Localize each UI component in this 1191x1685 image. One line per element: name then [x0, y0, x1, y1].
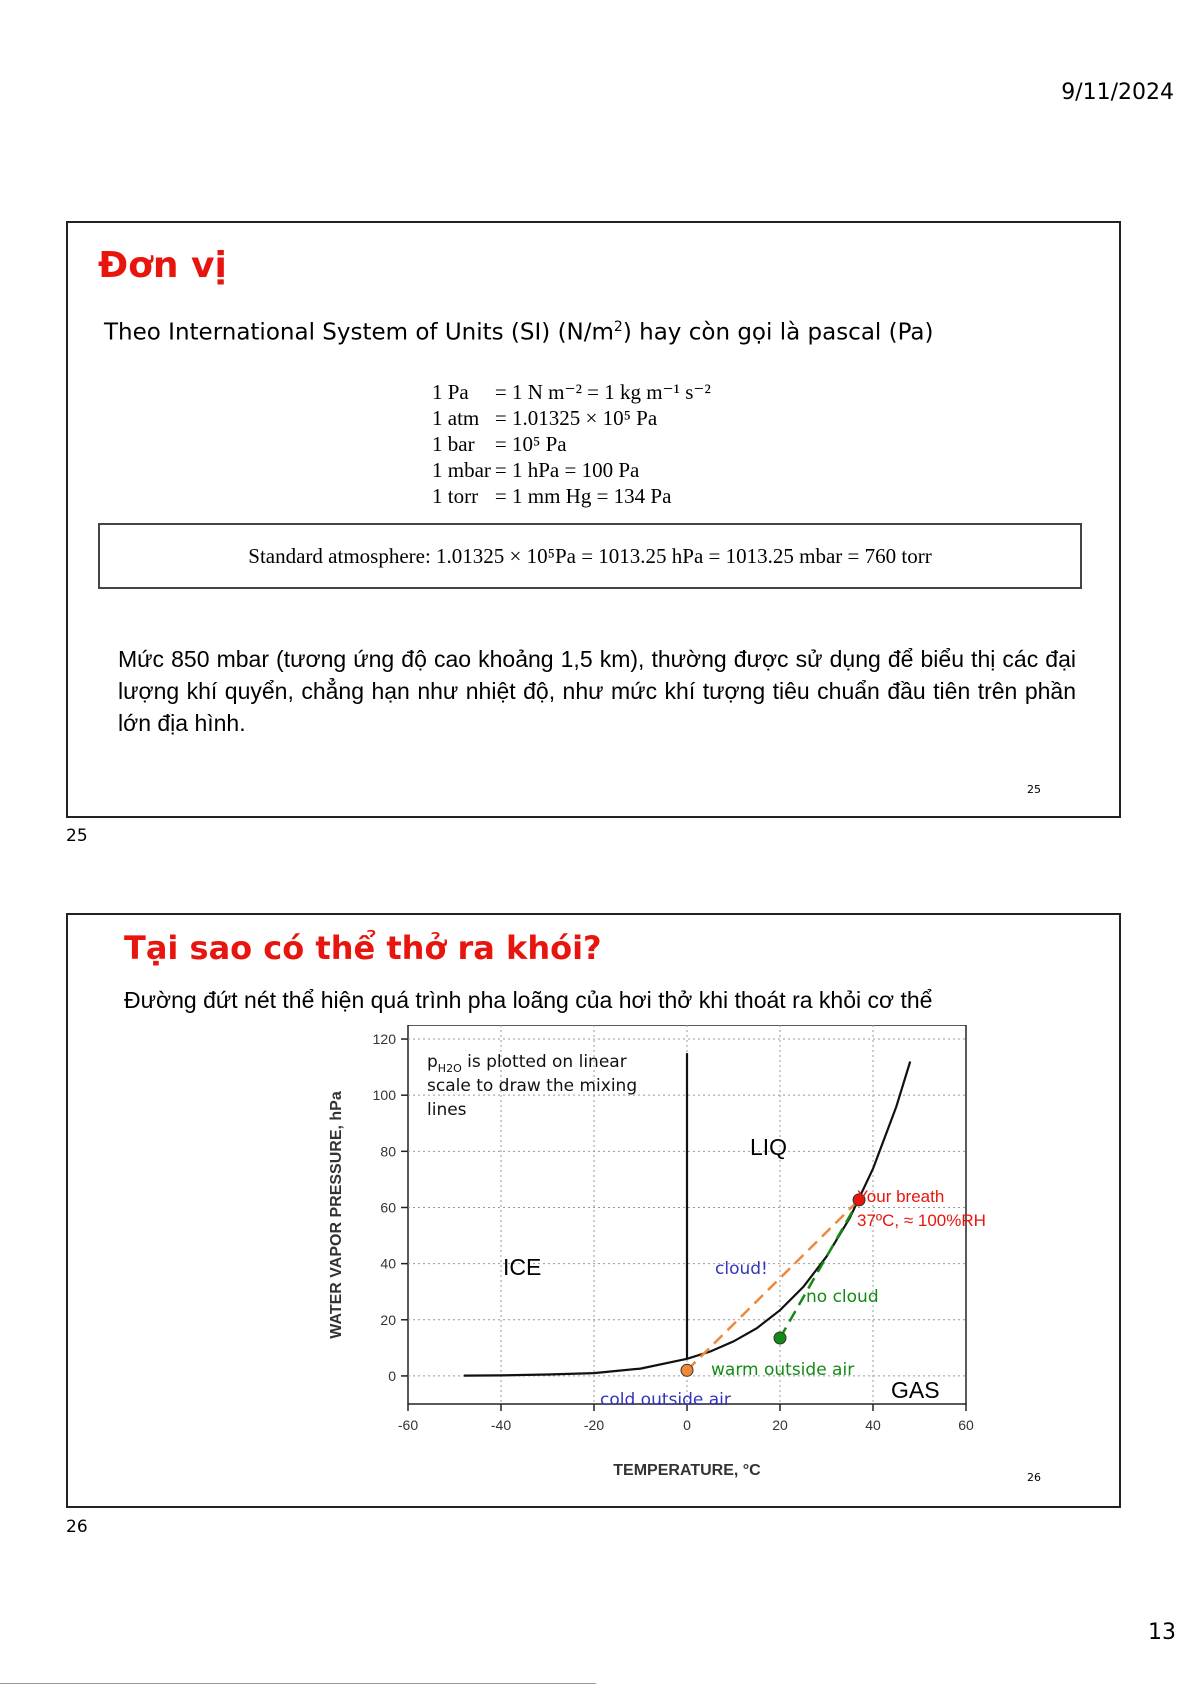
header-date: 9/11/2024	[1061, 80, 1174, 105]
x-tick-label: 0	[683, 1417, 691, 1433]
y-axis-label: WATER VAPOR PRESSURE, hPa	[328, 1091, 345, 1339]
slide-lead: Theo International System of Units (SI) $(N/m^2)$ hay còn gọi là pascal (Pa)	[104, 319, 934, 346]
x-tick-label: 60	[958, 1417, 974, 1433]
slide-number: 26	[1027, 1471, 1041, 1484]
note-text: lines	[427, 1100, 467, 1120]
unit-row: 1 bar = 10⁵ Pa	[432, 432, 567, 456]
label-no-cloud: no cloud	[806, 1287, 879, 1307]
y-tick-label: 40	[380, 1255, 396, 1272]
region-label-gas: GAS	[891, 1377, 940, 1403]
x-tick-label: 20	[772, 1417, 788, 1433]
slide-title: Tại sao có thể thở ra khói?	[124, 929, 602, 967]
label-breath-conditions: 37ºC, ≈ 100%RH	[857, 1211, 986, 1230]
note-text: scale to draw the mixing	[427, 1076, 638, 1096]
page-number: 13	[1148, 1620, 1176, 1645]
slide-25	[66, 221, 1121, 818]
unit-row: 1 torr = 1 mm Hg = 134 Pa	[432, 484, 672, 508]
series-line	[780, 1200, 859, 1338]
y-tick-label: 60	[380, 1199, 396, 1216]
x-tick-label: -40	[490, 1417, 512, 1433]
note-text: $p_{H2O}$ is plotted on linear	[427, 1052, 627, 1075]
vapor-pressure-chart	[246, 1025, 1006, 1495]
y-tick-label: 0	[388, 1367, 396, 1384]
y-tick-label: 80	[380, 1143, 396, 1160]
x-axis-label: TEMPERATURE, °C	[613, 1462, 761, 1479]
y-tick-label: 100	[372, 1087, 396, 1104]
y-tick-label: 20	[380, 1311, 396, 1328]
x-tick-label: 40	[865, 1417, 881, 1433]
label-your-breath: Your breath	[857, 1187, 945, 1206]
slide-paragraph: Mức 850 mbar (tương ứng độ cao khoảng 1,5 km), thường được sử dụng để biểu thị các đại lượng khí quyển, chẳng hạn như nhiệt độ, như mức khí tượng tiêu chuẩn đầu tiên trên phần lớn địa hình.	[118, 646, 1076, 736]
unit-row: 1 mbar = 1 hPa = 100 Pa	[432, 458, 640, 482]
x-tick-label: -60	[397, 1417, 419, 1433]
slide-number: 25	[1027, 783, 1041, 796]
label-warm-outside-air: warm outside air	[711, 1360, 855, 1380]
bottom-rule	[0, 1683, 596, 1684]
unit-conversion-table	[432, 379, 715, 509]
slide-title: Đơn vị	[98, 245, 227, 286]
unit-row: 1 Pa = 1 N m⁻² = 1 kg m⁻¹ s⁻²	[432, 380, 711, 404]
label-cold-outside-air: cold outside air	[600, 1390, 731, 1410]
unit-row: 1 atm = 1.01325 × 10⁵ Pa	[432, 406, 658, 430]
page-slide-label: 25	[66, 826, 88, 846]
slide-26	[66, 913, 1121, 1508]
region-label-liq: LIQ	[750, 1134, 788, 1160]
region-label-ice: ICE	[503, 1254, 542, 1280]
page-slide-label: 26	[66, 1517, 88, 1537]
series-line	[687, 1200, 859, 1370]
x-tick-label: -20	[583, 1417, 605, 1433]
slide-subtitle: Đường đứt nét thể hiện quá trình pha loãng của hơi thở khi thoát ra khỏi cơ thể	[124, 987, 933, 1013]
label-cloud: cloud!	[715, 1259, 768, 1279]
standard-atmosphere-box: Standard atmosphere: 1.01325 × 10⁵Pa = 1013.25 hPa = 1013.25 mbar = 760 torr	[98, 523, 1082, 589]
y-tick-label: 120	[372, 1031, 396, 1048]
warm-outside-air-point	[774, 1332, 786, 1344]
cold-outside-air-point	[681, 1364, 693, 1376]
